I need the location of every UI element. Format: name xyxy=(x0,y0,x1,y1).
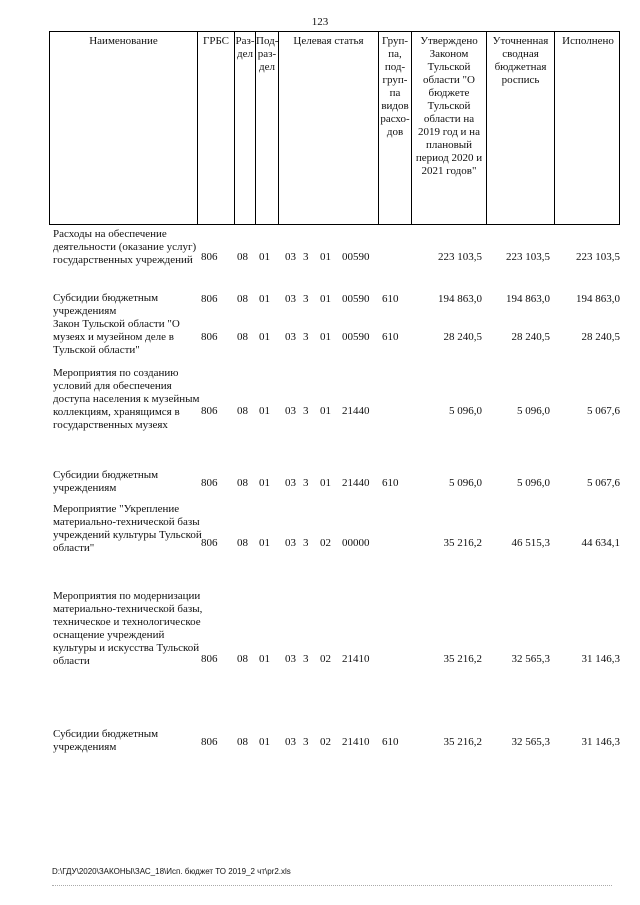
cell-target-3: 01 xyxy=(320,477,331,489)
cell-target-3: 01 xyxy=(320,405,331,417)
cell-target-4: 00000 xyxy=(342,537,370,549)
name: Закон Тульской области "О музеях и музейном деле в Тульской области" xyxy=(53,318,180,356)
cell-target-1: 03 xyxy=(285,251,296,263)
cell-razdel: 08 xyxy=(237,293,248,305)
cell-podrazdel: 01 xyxy=(259,293,270,305)
header-name: Наименование xyxy=(50,32,198,224)
cell-razdel: 08 xyxy=(237,736,248,748)
cell-grbs: 806 xyxy=(201,537,218,549)
header-group: Груп-па, под-груп-па видов расхо-дов xyxy=(379,32,412,224)
cell-target-3: 02 xyxy=(320,537,331,549)
cell-razdel: 08 xyxy=(237,251,248,263)
header-executed: Исполнено xyxy=(562,35,614,47)
cell-refined: 32 565,3 xyxy=(511,736,550,748)
cell-approved: 35 216,2 xyxy=(443,653,482,665)
cell-grbs: 806 xyxy=(201,653,218,665)
cell-approved: 223 103,5 xyxy=(438,251,482,263)
cell-target-2: 3 xyxy=(303,293,309,305)
cell-target-2: 3 xyxy=(303,537,309,549)
cell-target-2: 3 xyxy=(303,653,309,665)
header-grbs: ГРБС xyxy=(198,32,235,224)
cell-grbs: 806 xyxy=(201,736,218,748)
cell-target-1: 03 xyxy=(285,331,296,343)
cell-target-2: 3 xyxy=(303,477,309,489)
cell-group: 610 xyxy=(382,736,399,748)
cell-grbs: 806 xyxy=(201,477,218,489)
cell-group: 610 xyxy=(382,331,399,343)
cell-group: 610 xyxy=(382,477,399,489)
cell-podrazdel: 01 xyxy=(259,537,270,549)
cell-executed: 28 240,5 xyxy=(581,331,620,343)
page-number: 123 xyxy=(311,16,329,28)
cell-target-2: 3 xyxy=(303,405,309,417)
header-refined: Уточненная сводная бюджетная роспись xyxy=(487,32,555,224)
cell-podrazdel: 01 xyxy=(259,653,270,665)
cell-group: 610 xyxy=(382,293,399,305)
cell-podrazdel: 01 xyxy=(259,477,270,489)
cell-target-4: 21410 xyxy=(342,736,370,748)
cell-refined: 5 096,0 xyxy=(517,477,550,489)
cell-grbs: 806 xyxy=(201,405,218,417)
cell-executed: 31 146,3 xyxy=(581,653,620,665)
header-target: Целевая статья xyxy=(279,32,379,224)
cell-target-4: 21440 xyxy=(342,405,370,417)
cell-target-3: 01 xyxy=(320,251,331,263)
name: Субсидии бюджетным учреждениям xyxy=(53,292,159,317)
name: Субсидии бюджетным учреждениям xyxy=(53,469,159,494)
cell-approved: 194 863,0 xyxy=(438,293,482,305)
cell-podrazdel: 01 xyxy=(259,251,270,263)
cell-target-1: 03 xyxy=(285,405,296,417)
cell-executed: 5 067,6 xyxy=(587,405,620,417)
cell-target-3: 02 xyxy=(320,653,331,665)
file-path-footer: D:\ГДУ\2020\ЗАКОНЫ\ЗАС_18\Исп. бюджет ТО 2019_2 чт\pr2.xls xyxy=(52,867,291,876)
cell-refined: 5 096,0 xyxy=(517,405,550,417)
cell-approved: 5 096,0 xyxy=(449,477,482,489)
cell-razdel: 08 xyxy=(237,405,248,417)
header-podrazdel: Под-раз-дел xyxy=(256,32,279,224)
cell-target-2: 3 xyxy=(303,251,309,263)
cell-refined: 223 103,5 xyxy=(506,251,550,263)
cell-grbs: 806 xyxy=(201,331,218,343)
cell-podrazdel: 01 xyxy=(259,736,270,748)
cell-target-3: 01 xyxy=(320,331,331,343)
cell-razdel: 08 xyxy=(237,331,248,343)
cell-refined: 28 240,5 xyxy=(511,331,550,343)
cell-approved: 35 216,2 xyxy=(443,736,482,748)
cell-grbs: 806 xyxy=(201,251,218,263)
cell-target-1: 03 xyxy=(285,477,296,489)
cell-refined: 46 515,3 xyxy=(511,537,550,549)
cell-podrazdel: 01 xyxy=(259,405,270,417)
cell-razdel: 08 xyxy=(237,477,248,489)
cell-executed: 5 067,6 xyxy=(587,477,620,489)
cell-target-4: 21410 xyxy=(342,653,370,665)
cell-approved: 28 240,5 xyxy=(443,331,482,343)
name: Мероприятия по модернизации материально-технической базы, техническое и технологическое оснащение учреждений культуры и искусства Тульской области xyxy=(53,590,203,667)
cell-podrazdel: 01 xyxy=(259,331,270,343)
cell-target-4: 00590 xyxy=(342,293,370,305)
footer-line xyxy=(52,885,612,886)
cell-target-4: 21440 xyxy=(342,477,370,489)
cell-razdel: 08 xyxy=(237,653,248,665)
cell-target-1: 03 xyxy=(285,293,296,305)
cell-executed: 31 146,3 xyxy=(581,736,620,748)
cell-target-1: 03 xyxy=(285,537,296,549)
cell-target-4: 00590 xyxy=(342,331,370,343)
cell-executed: 44 634,1 xyxy=(581,537,620,549)
cell-approved: 35 216,2 xyxy=(443,537,482,549)
cell-razdel: 08 xyxy=(237,537,248,549)
cell-target-2: 3 xyxy=(303,736,309,748)
cell-approved: 5 096,0 xyxy=(449,405,482,417)
cell-refined: 194 863,0 xyxy=(506,293,550,305)
table-header xyxy=(49,31,620,225)
cell-target-4: 00590 xyxy=(342,251,370,263)
cell-target-3: 02 xyxy=(320,736,331,748)
cell-target-1: 03 xyxy=(285,653,296,665)
header-approved: Утверждено Законом Тульской области "О бюджете Тульской области на 2019 год и на плановый период 2020 и 2021 годов" xyxy=(412,32,487,224)
cell-target-2: 3 xyxy=(303,331,309,343)
name: Расходы на обеспечение деятельности (оказание услуг) государственных учреждений xyxy=(53,228,197,266)
name: Мероприятия по созданию условий для обеспечения доступа населения к музейным коллекциям, хранящимся в государственных музеях xyxy=(53,367,200,431)
cell-executed: 223 103,5 xyxy=(576,251,620,263)
cell-refined: 32 565,3 xyxy=(511,653,550,665)
cell-executed: 194 863,0 xyxy=(576,293,620,305)
name: Мероприятие "Укрепление материально-технической базы учреждений культуры Тульской области" xyxy=(53,503,202,554)
header-razdel: Раз-дел xyxy=(235,32,256,224)
cell-grbs: 806 xyxy=(201,293,218,305)
cell-target-3: 01 xyxy=(320,293,331,305)
cell-target-1: 03 xyxy=(285,736,296,748)
name: Субсидии бюджетным учреждениям xyxy=(53,728,159,753)
